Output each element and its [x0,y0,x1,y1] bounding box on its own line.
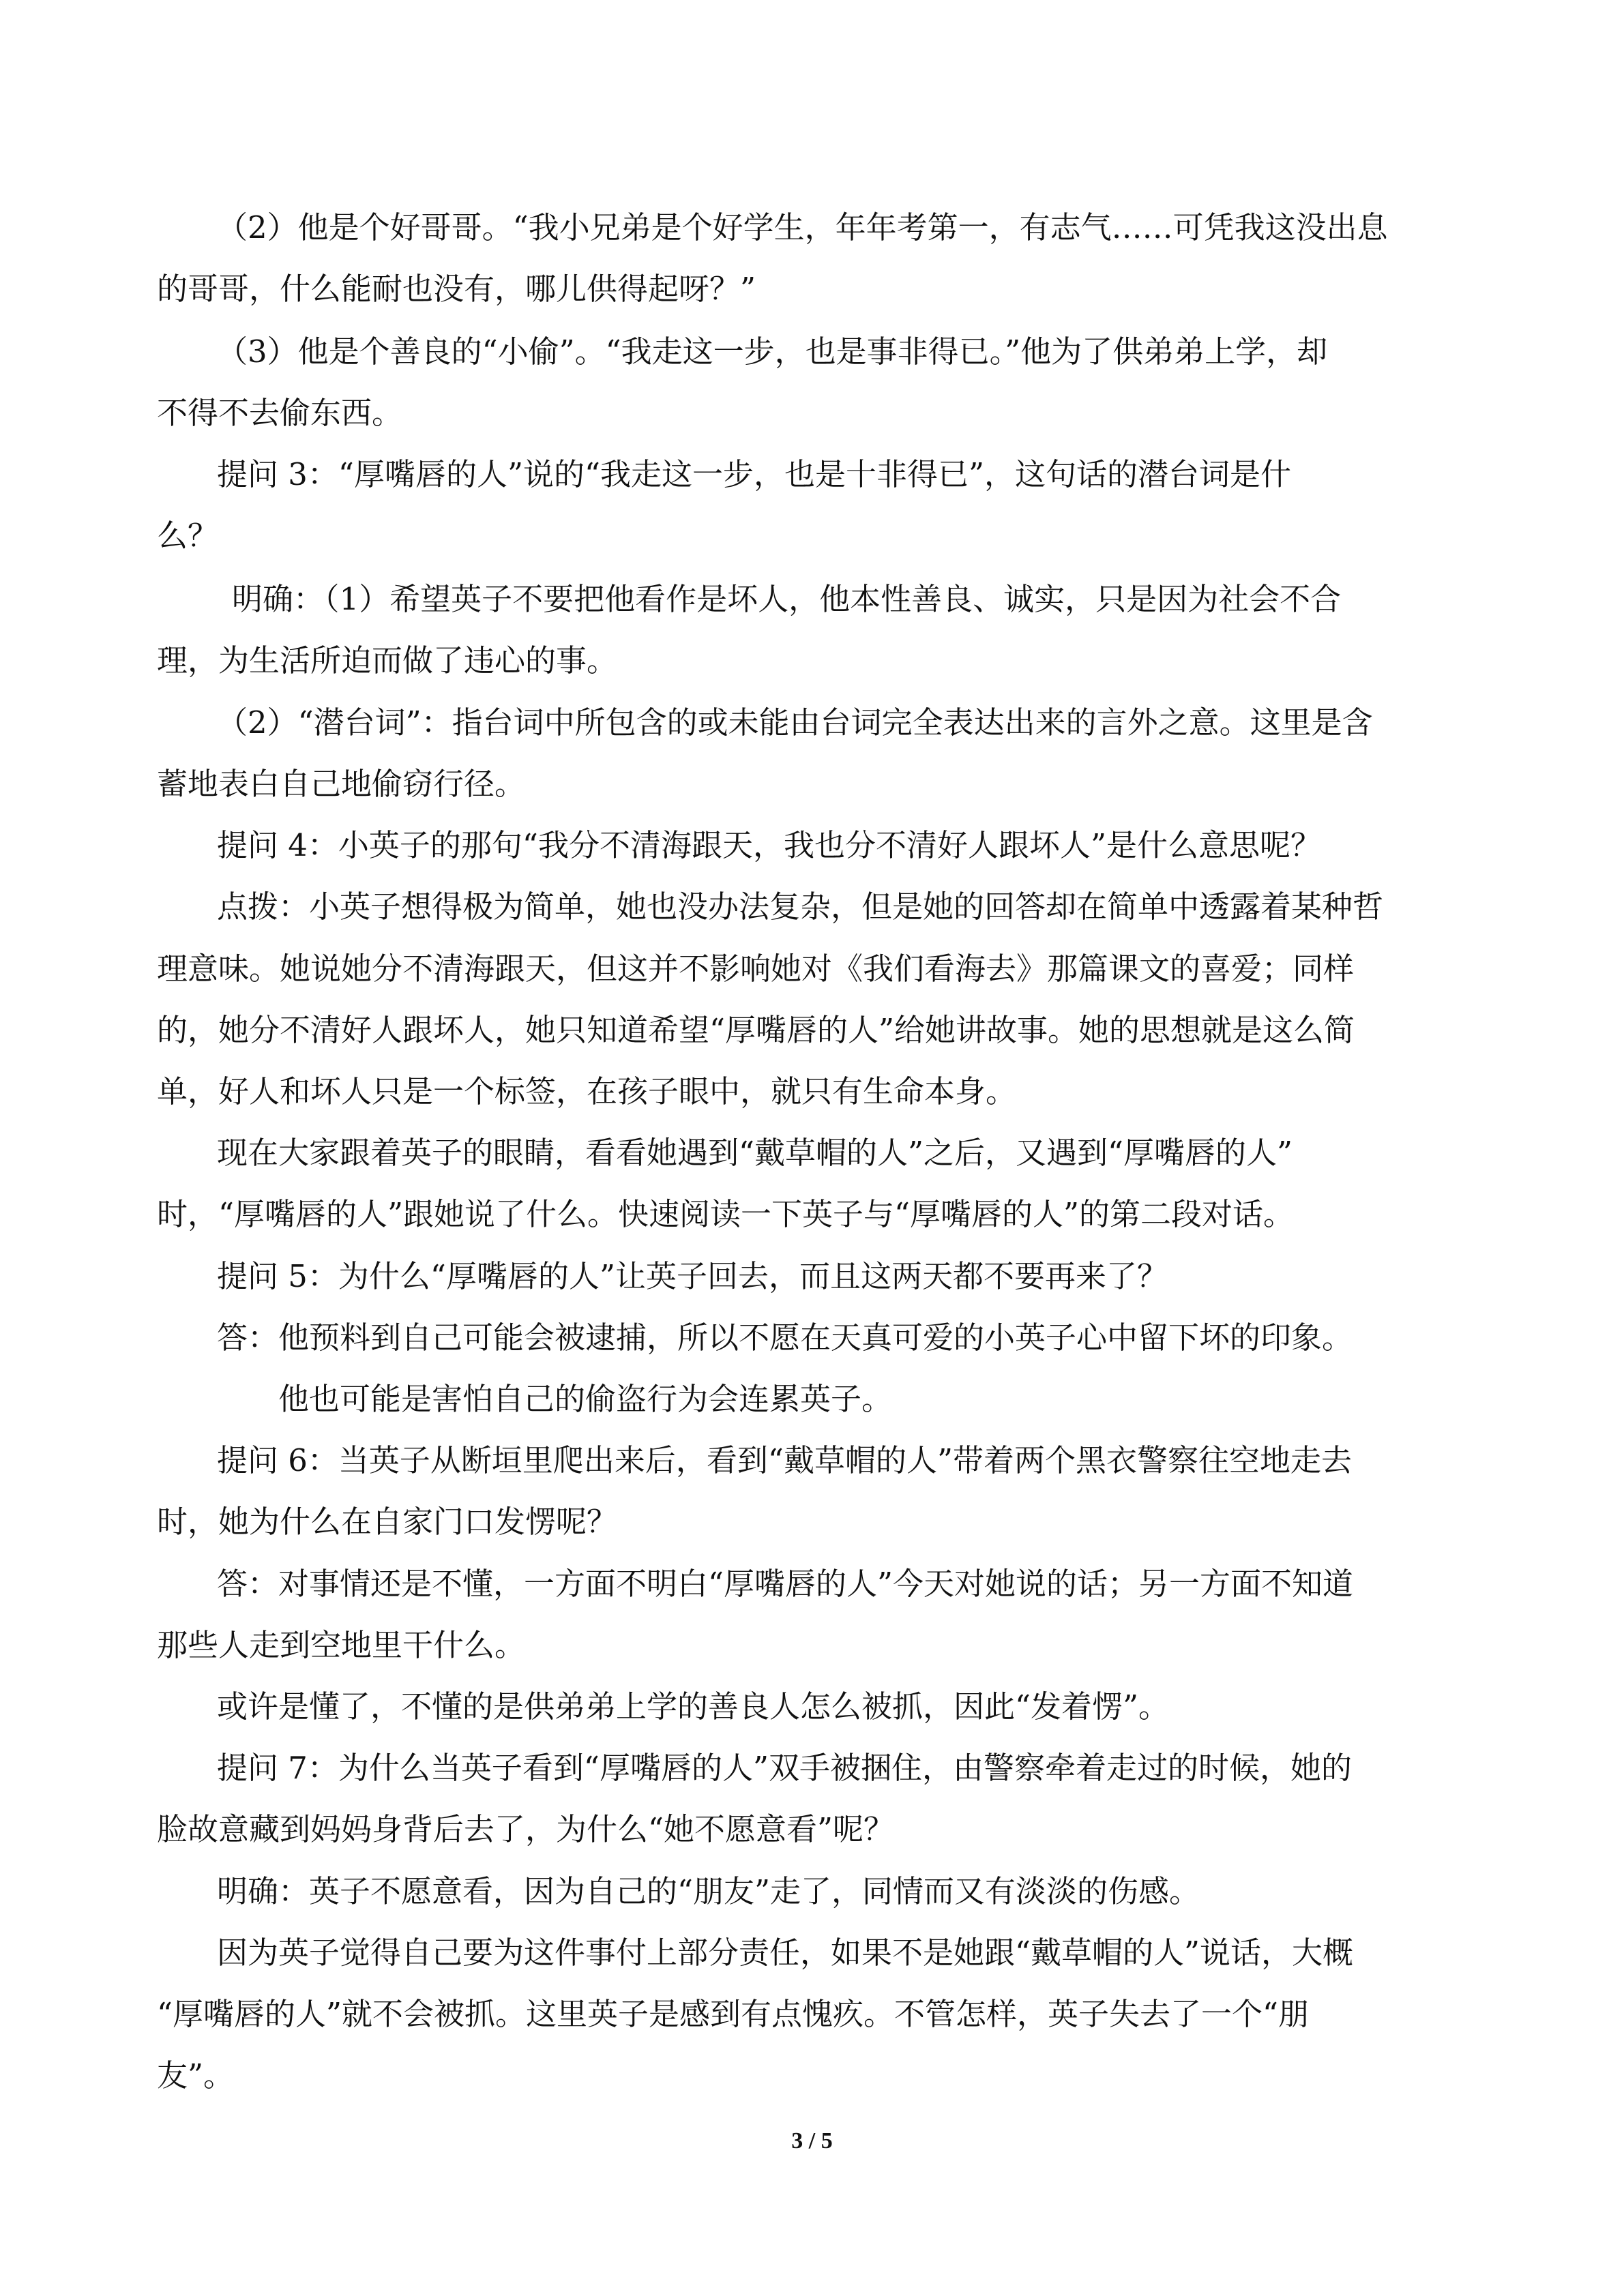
text-line: 或许是懂了，不懂的是供弟弟上学的善良人怎么被抓，因此“发着愣”。 [217,1688,1170,1725]
text-line: 提问 7：为什么当英子看到“厚嘴唇的人”双手被捆住，由警察牵着走过的时候，她的 [217,1750,1352,1786]
text-line: （3）他是个善良的“小偷”。“我走这一步，也是事非得已。”他为了供弟弟上学，却 [217,333,1328,370]
text-line: 友”。 [157,2057,235,2093]
text-line: 脸故意藏到妈妈身背后去了，为什么“她不愿意看”呢？ [157,1811,895,1847]
text-line: 明确：英子不愿意看，因为自己的“朋友”走了，同情而又有淡淡的伤感。 [217,1873,1200,1909]
text-line: 提问 3：“厚嘴唇的人”说的“我走这一步，也是十非得已”，这句话的潜台词是什 [217,456,1291,492]
text-line: “厚嘴唇的人”就不会被抓。这里英子是感到有点愧疚。不管怎样，英子失去了一个“朋 [157,1996,1310,2032]
text-line: 不得不去偷东西。 [157,395,403,431]
text-line: 时，她为什么在自家门口发愣呢？ [157,1504,618,1540]
text-line: 提问 6：当英子从断垣里爬出来后，看到“戴草帽的人”带着两个黑衣警察往空地走去 [217,1442,1352,1478]
text-line: （2）他是个好哥哥。“我小兄弟是个好学生，年年考第一，有志气……可凭我这没出息 [217,209,1388,245]
text-line: 因为英子觉得自己要为这件事付上部分责任，如果不是她跟“戴草帽的人”说话，大概 [217,1935,1354,1971]
text-line: 蓄地表白自己地偷窃行径。 [157,766,526,802]
text-line: （2）“潜台词”：指台词中所包含的或未能由台词完全表达出来的言外之意。这里是含 [217,704,1373,741]
text-line: 么？ [157,518,219,554]
text-line: 明确：（1）希望英子不要把他看作是坏人，他本性善良、诚实，只是因为社会不合 [232,581,1342,617]
text-line: 那些人走到空地里干什么。 [157,1627,526,1663]
text-line: 他也可能是害怕自己的偷盗行为会连累英子。 [278,1381,893,1417]
text-line: 点拨：小英子想得极为简单，她也没办法复杂，但是她的回答却在简单中透露着某种哲 [217,889,1384,925]
text-line: 理意味。她说她分不清海跟天，但这并不影响她对《我们看海去》那篇课文的喜爱；同样 [157,951,1355,987]
text-line: 答：他预料到自己可能会被逮捕，所以不愿在天真可爱的小英子心中留下坏的印象。 [217,1320,1353,1356]
text-line: 的哥哥，什么能耐也没有，哪儿供得起呀？” [157,271,756,307]
page-number: 3 / 5 [791,2128,833,2153]
text-line: 单，好人和坏人只是一个标签，在孩子眼中，就只有生命本身。 [157,1073,1017,1109]
text-line: 时，“厚嘴唇的人”跟她说了什么。快速阅读一下英子与“厚嘴唇的人”的第二段对话。 [157,1196,1295,1232]
text-line: 答：对事情还是不懂，一方面不明白“厚嘴唇的人”今天对她说的话；另一方面不知道 [217,1566,1354,1602]
text-line: 的，她分不清好人跟坏人，她只知道希望“厚嘴唇的人”给她讲故事。她的思想就是这么简 [157,1012,1355,1048]
text-line: 理，为生活所迫而做了违心的事。 [157,642,618,679]
text-line: 提问 4：小英子的那句“我分不清海跟天，我也分不清好人跟坏人”是什么意思呢？ [217,827,1321,863]
text-line: 现在大家跟着英子的眼睛，看看她遇到“戴草帽的人”之后，又遇到“厚嘴唇的人” [217,1135,1293,1171]
text-line: 提问 5：为什么“厚嘴唇的人”让英子回去，而且这两天都不要再来了？ [217,1258,1168,1294]
